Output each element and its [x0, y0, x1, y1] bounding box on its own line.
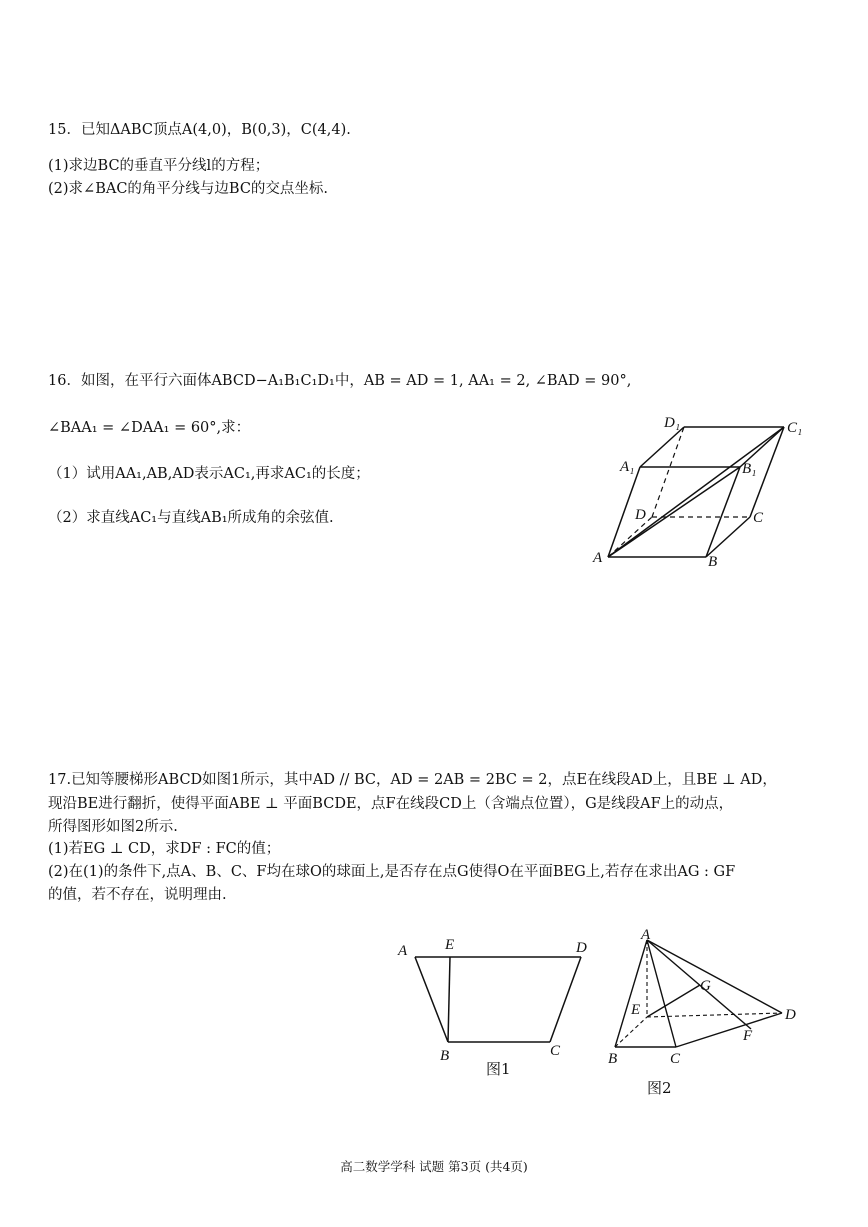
label-B: B [708, 554, 718, 570]
parallelepiped-figure [580, 405, 820, 575]
problem-15-part-1: (1)求边BC的垂直平分线l的方程； [48, 158, 270, 174]
label-C1: C₁ [787, 420, 803, 436]
fig1-label-A: A [398, 943, 408, 959]
problem-17-part-1: (1)若EG ⊥ CD，求DF : FC的值； [48, 841, 281, 857]
label-D: D [635, 507, 646, 523]
problem-17-line-3: 所得图形如图2所示. [48, 819, 178, 835]
page-footer: 高二数学学科 试题 第3页 (共4页) [340, 1159, 528, 1174]
figure-2-caption: 图2 [647, 1079, 672, 1097]
figure-1-caption: 图1 [486, 1060, 511, 1078]
problem-16-part-1: （1）试用AA₁,AB,AD表示AC₁,再求AC₁的长度； [48, 466, 370, 482]
fig2-label-F: F [743, 1028, 753, 1044]
problem-16-stem: 如图，在平行六面体ABCD−A₁B₁C₁D₁中，AB = AD = 1, AA₁ = 2, ∠BAD = 90°, [80, 373, 632, 389]
problem-17-line-6: 的值，若不存在，说明理由. [48, 887, 227, 903]
problem-15-part-2: (2)求∠BAC的角平分线与边BC的交点坐标. [48, 181, 329, 197]
label-D1: D₁ [664, 415, 681, 431]
problem-17-line-1 [48, 770, 777, 790]
problem-17-line-2: 现沿BE进行翻折，使得平面ABE ⊥ 平面BCDE，点F在线段CD上（含端点位置），G是线段AF上的动点， [48, 796, 734, 812]
problem-16-line-1 [48, 371, 631, 391]
problem-15-stem: 已知ΔABC顶点A(4,0)，B(0,3)，C(4,4). [80, 122, 351, 138]
label-A: A [593, 550, 603, 566]
trapezoid-figure [390, 930, 600, 1080]
problem-15-line-1 [48, 120, 351, 140]
fig1-label-C: C [550, 1043, 561, 1059]
problem-15-number: 15． [48, 122, 81, 138]
fig2-label-B: B [608, 1051, 618, 1067]
problem-17-part-2: (2)在(1)的条件下,点A、B、C、F均在球O的球面上,是否存在点G使得O在平面BEG上,若存在求出AG : GF [48, 864, 736, 880]
fig2-label-D: D [785, 1007, 796, 1023]
fig2-label-A: A [641, 927, 651, 943]
problem-16-part-2: （2）求直线AC₁与直线AB₁所成角的余弦值. [48, 510, 334, 526]
label-A1: A₁ [620, 459, 635, 475]
problem-17-number: 17. [48, 772, 72, 788]
fig1-label-E: E [445, 937, 455, 953]
fig2-label-G: G [700, 978, 711, 994]
pyramid-figure [600, 922, 810, 1097]
fig2-label-E: E [631, 1002, 641, 1018]
fig1-label-B: B [440, 1048, 450, 1064]
problem-16-number: 16． [48, 373, 81, 389]
fig2-label-C: C [670, 1051, 681, 1067]
fig1-label-D: D [576, 940, 587, 956]
label-C: C [753, 510, 764, 526]
problem-17-stem: 已知等腰梯形ABCD如图1所示，其中AD // BC，AD = 2AB = 2BC = 2，点E在线段AD上，且BE ⊥ AD， [71, 772, 777, 788]
problem-16-line-2: ∠BAA₁ = ∠DAA₁ = 60°,求： [48, 420, 251, 436]
label-B1: B₁ [742, 461, 757, 477]
